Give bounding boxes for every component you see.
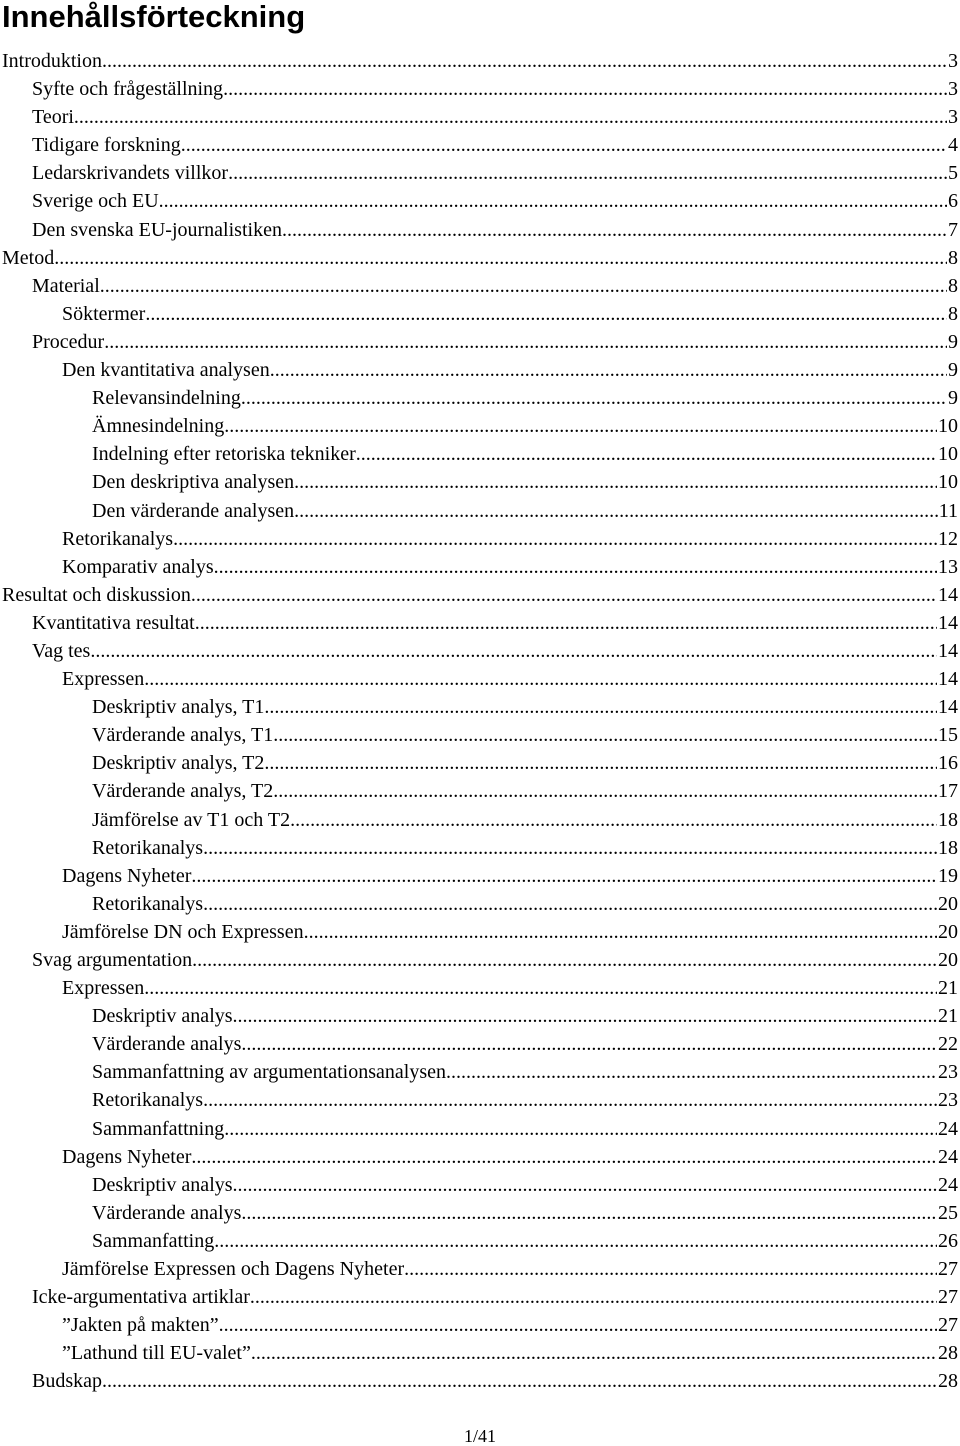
toc-entry[interactable] xyxy=(0,721,958,749)
toc-entry-page-number: 28 xyxy=(938,1370,958,1393)
toc-entry-label: Indelning efter retoriska tekniker xyxy=(92,443,356,466)
toc-entry-page-number: 7 xyxy=(948,218,958,241)
toc-entry-page-number: 13 xyxy=(938,555,958,578)
toc-entry[interactable] xyxy=(0,862,958,890)
toc-entry-page-number: 14 xyxy=(938,583,958,606)
toc-entry-label: Sammanfatting xyxy=(92,1229,215,1252)
toc-entry-page-number: 14 xyxy=(938,639,958,662)
toc-entry-label: Introduktion xyxy=(2,50,102,72)
toc-entry[interactable] xyxy=(0,1367,958,1395)
toc-entry-page-number: 15 xyxy=(938,724,958,747)
dot-leader xyxy=(356,440,937,468)
toc-entry[interactable] xyxy=(0,1030,958,1058)
dot-leader xyxy=(273,721,937,749)
toc-entry-page-number: 4 xyxy=(948,134,958,157)
toc-entry[interactable] xyxy=(0,1171,958,1199)
toc-entry-page-number: 20 xyxy=(938,920,958,943)
dot-leader xyxy=(191,581,937,609)
dot-leader xyxy=(173,525,937,553)
toc-entry-page-number: 24 xyxy=(938,1173,958,1196)
toc-entry[interactable] xyxy=(0,1143,958,1171)
toc-entry-label: Värderande analys, T1 xyxy=(92,724,274,747)
toc-entry[interactable] xyxy=(0,216,958,244)
toc-entry-page-number: 23 xyxy=(938,1089,958,1112)
dot-leader xyxy=(241,1199,937,1227)
toc-entry[interactable] xyxy=(0,553,958,581)
toc-entry-label: Resultat och diskussion xyxy=(2,583,191,606)
toc-entry-label: Den kvantitativa analysen xyxy=(62,359,270,382)
toc-entry-label: Ledarskrivandets villkor xyxy=(32,162,229,185)
toc-entry-page-number: 10 xyxy=(938,471,958,494)
toc-entry-label: Sverige och EU xyxy=(32,190,159,213)
toc-entry-label: Värderande analys xyxy=(92,1201,242,1224)
toc-entry-page-number: 18 xyxy=(938,836,958,859)
dot-leader xyxy=(195,609,937,637)
toc-entry-label: Budskap xyxy=(32,1370,102,1393)
toc-entry-label: Deskriptiv analys xyxy=(92,1173,233,1196)
dot-leader xyxy=(191,1143,937,1171)
toc-entry[interactable] xyxy=(0,384,958,412)
toc-entry-label: Värderande analys, T2 xyxy=(92,780,274,803)
toc-entry-page-number: 6 xyxy=(948,190,958,213)
toc-entry[interactable] xyxy=(0,525,958,553)
toc-entry[interactable] xyxy=(0,1339,958,1367)
toc-entry-page-number: 24 xyxy=(938,1117,958,1140)
dot-leader xyxy=(241,384,947,412)
toc-entry-page-number: 11 xyxy=(938,499,958,522)
toc-entry-page-number: 16 xyxy=(938,752,958,775)
toc-entry[interactable] xyxy=(0,777,958,805)
toc-entry-page-number: 8 xyxy=(948,274,958,297)
dot-leader xyxy=(290,806,937,834)
toc-entry-label: Den deskriptiva analysen xyxy=(92,471,295,494)
toc-entry[interactable] xyxy=(0,1002,958,1030)
dot-leader xyxy=(224,1115,937,1143)
dot-leader xyxy=(192,946,937,974)
toc-entry[interactable] xyxy=(0,581,958,609)
toc-entry-page-number: 3 xyxy=(948,106,958,129)
dot-leader xyxy=(145,300,947,328)
toc-entry[interactable] xyxy=(0,918,958,946)
toc-entry-label: Expressen xyxy=(62,977,145,1000)
toc-entry-label: Syfte och frågeställning xyxy=(32,78,224,101)
toc-entry-page-number: 17 xyxy=(938,780,958,803)
toc-entry-label: Den svenska EU-journalistiken xyxy=(32,218,282,241)
toc-entry[interactable] xyxy=(0,806,958,834)
toc-entry[interactable] xyxy=(0,1255,958,1283)
toc-entry[interactable] xyxy=(0,131,958,159)
dot-leader xyxy=(214,1227,937,1255)
toc-entry-label: Jämförelse Expressen och Dagens Nyheter xyxy=(62,1258,405,1281)
dot-leader xyxy=(54,244,947,272)
toc-entry-page-number: 14 xyxy=(938,696,958,719)
toc-entry-page-number: 18 xyxy=(938,808,958,831)
dot-leader xyxy=(144,665,937,693)
toc-entry-page-number: 21 xyxy=(938,1005,958,1028)
toc-entry[interactable] xyxy=(0,665,958,693)
toc-entry-page-number: 3 xyxy=(948,78,958,101)
toc-entry-page-number: 27 xyxy=(938,1314,958,1337)
toc-entry-label: Teori xyxy=(32,106,74,129)
toc-entry-page-number: 12 xyxy=(938,527,958,550)
toc-entry-page-number: 25 xyxy=(938,1201,958,1224)
dot-leader xyxy=(304,918,937,946)
page-number-footer: 1/41 xyxy=(463,1426,496,1446)
toc-entry-label: Metod xyxy=(2,246,55,269)
dot-leader xyxy=(264,749,937,777)
toc-entry[interactable] xyxy=(0,1115,958,1143)
toc-entry-label: Värderande analys xyxy=(92,1033,242,1056)
toc-entry[interactable] xyxy=(0,749,958,777)
toc-entry-page-number: 26 xyxy=(938,1229,958,1252)
dot-leader xyxy=(233,1171,937,1199)
toc-entry-label: Deskriptiv analys xyxy=(92,1005,233,1028)
dot-leader xyxy=(102,47,947,75)
dot-leader xyxy=(270,356,947,384)
toc-entry[interactable] xyxy=(0,1199,958,1227)
toc-entry-label: ”Jakten på makten” xyxy=(62,1314,219,1337)
toc-entry[interactable] xyxy=(0,244,958,272)
page-title: Innehållsförteckning xyxy=(2,0,306,34)
toc-entry[interactable] xyxy=(0,468,958,496)
toc-entry-label: Icke-argumentativa artiklar xyxy=(32,1286,250,1309)
toc-entry-page-number: 5 xyxy=(948,162,958,185)
toc-entry[interactable] xyxy=(0,75,958,103)
toc-entry[interactable] xyxy=(0,103,958,131)
toc-entry-page-number: 22 xyxy=(938,1033,958,1056)
table-of-contents xyxy=(0,47,958,1396)
dot-leader xyxy=(219,1311,937,1339)
toc-entry-page-number: 28 xyxy=(938,1342,958,1365)
toc-entry-page-number: 23 xyxy=(938,1061,958,1084)
dot-leader xyxy=(214,553,937,581)
toc-entry-label: Retorikanalys xyxy=(92,836,204,859)
dot-leader xyxy=(294,468,937,496)
toc-entry-page-number: 8 xyxy=(948,246,958,269)
toc-entry-label: Deskriptiv analys, T1 xyxy=(92,696,265,719)
toc-entry[interactable] xyxy=(0,1058,958,1086)
toc-entry-page-number: 10 xyxy=(938,415,958,438)
toc-entry[interactable] xyxy=(0,1283,958,1311)
toc-entry-label: Kvantitativa resultat xyxy=(32,611,195,634)
toc-entry-label: Komparativ analys xyxy=(62,555,214,578)
dot-leader xyxy=(250,1283,937,1311)
dot-leader xyxy=(191,862,937,890)
toc-entry[interactable] xyxy=(0,47,958,75)
toc-entry[interactable] xyxy=(0,1227,958,1255)
dot-leader xyxy=(233,1002,937,1030)
dot-leader xyxy=(224,412,937,440)
toc-entry[interactable] xyxy=(0,1311,958,1339)
toc-entry[interactable] xyxy=(0,637,958,665)
toc-entry[interactable] xyxy=(0,946,958,974)
dot-leader xyxy=(90,637,937,665)
toc-entry-page-number: 3 xyxy=(948,50,958,72)
toc-entry-label: Sammanfattning xyxy=(92,1117,225,1140)
toc-entry-label: Jämförelse av T1 och T2 xyxy=(92,808,291,831)
toc-entry[interactable] xyxy=(0,974,958,1002)
dot-leader xyxy=(282,216,947,244)
dot-leader xyxy=(74,103,947,131)
toc-entry-page-number: 27 xyxy=(938,1258,958,1281)
toc-entry[interactable] xyxy=(0,1086,958,1114)
dot-leader xyxy=(181,131,947,159)
dot-leader xyxy=(264,693,937,721)
dot-leader xyxy=(203,890,937,918)
dot-leader xyxy=(203,834,937,862)
toc-entry[interactable] xyxy=(0,834,958,862)
toc-entry-page-number: 19 xyxy=(938,864,958,887)
toc-entry-label: Deskriptiv analys, T2 xyxy=(92,752,265,775)
dot-leader xyxy=(228,159,947,187)
toc-entry-label: Dagens Nyheter xyxy=(62,864,192,887)
toc-entry[interactable] xyxy=(0,440,958,468)
toc-entry-page-number: 20 xyxy=(938,892,958,915)
dot-leader xyxy=(104,328,947,356)
dot-leader xyxy=(102,1367,937,1395)
toc-entry-page-number: 27 xyxy=(938,1286,958,1309)
toc-entry-page-number: 10 xyxy=(938,443,958,466)
toc-entry[interactable] xyxy=(0,693,958,721)
dot-leader xyxy=(159,187,947,215)
toc-entry[interactable] xyxy=(0,609,958,637)
toc-entry-label: Retorikanalys xyxy=(62,527,174,550)
toc-entry-label: Retorikanalys xyxy=(92,892,204,915)
toc-entry[interactable] xyxy=(0,890,958,918)
toc-entry-label: Material xyxy=(32,274,100,297)
toc-entry-label: Ämnesindelning xyxy=(92,415,225,438)
toc-entry-page-number: 9 xyxy=(948,330,958,353)
toc-entry[interactable] xyxy=(0,328,958,356)
toc-entry-label: Expressen xyxy=(62,668,145,691)
dot-leader xyxy=(404,1255,937,1283)
dot-leader xyxy=(251,1339,937,1367)
toc-entry[interactable] xyxy=(0,187,958,215)
toc-entry-label: Vag tes xyxy=(32,639,91,662)
dot-leader xyxy=(294,497,938,525)
toc-entry-page-number: 24 xyxy=(938,1145,958,1168)
toc-entry-label: Söktermer xyxy=(62,302,146,325)
dot-leader xyxy=(273,777,937,805)
dot-leader xyxy=(144,974,937,1002)
toc-entry-label: ”Lathund till EU-valet” xyxy=(62,1342,251,1365)
dot-leader xyxy=(100,272,947,300)
toc-entry[interactable] xyxy=(0,272,958,300)
toc-entry[interactable] xyxy=(0,412,958,440)
toc-entry-label: Relevansindelning xyxy=(92,387,241,410)
toc-entry-label: Retorikanalys xyxy=(92,1089,204,1112)
toc-entry-label: Svag argumentation xyxy=(32,949,193,971)
toc-entry-page-number: 14 xyxy=(938,611,958,634)
dot-leader xyxy=(241,1030,937,1058)
toc-entry-page-number: 21 xyxy=(938,977,958,1000)
dot-leader xyxy=(203,1086,937,1114)
toc-entry-label: Tidigare forskning xyxy=(32,134,181,157)
toc-entry-label: Sammanfattning av argumentationsanalysen xyxy=(92,1061,446,1084)
dot-leader xyxy=(446,1058,937,1086)
toc-entry-page-number: 9 xyxy=(948,359,958,382)
toc-entry-page-number: 14 xyxy=(938,668,958,691)
toc-entry[interactable] xyxy=(0,300,958,328)
toc-entry[interactable] xyxy=(0,497,958,525)
toc-entry[interactable] xyxy=(0,159,958,187)
toc-entry-page-number: 20 xyxy=(938,949,958,971)
toc-entry-page-number: 8 xyxy=(948,302,958,325)
toc-entry-label: Dagens Nyheter xyxy=(62,1145,192,1168)
dot-leader xyxy=(223,75,947,103)
toc-entry-label: Den värderande analysen xyxy=(92,499,295,522)
toc-entry-label: Procedur xyxy=(32,330,105,353)
toc-entry[interactable] xyxy=(0,356,958,384)
toc-entry-label: Jämförelse DN och Expressen xyxy=(62,920,304,943)
toc-entry-page-number: 9 xyxy=(948,387,958,410)
